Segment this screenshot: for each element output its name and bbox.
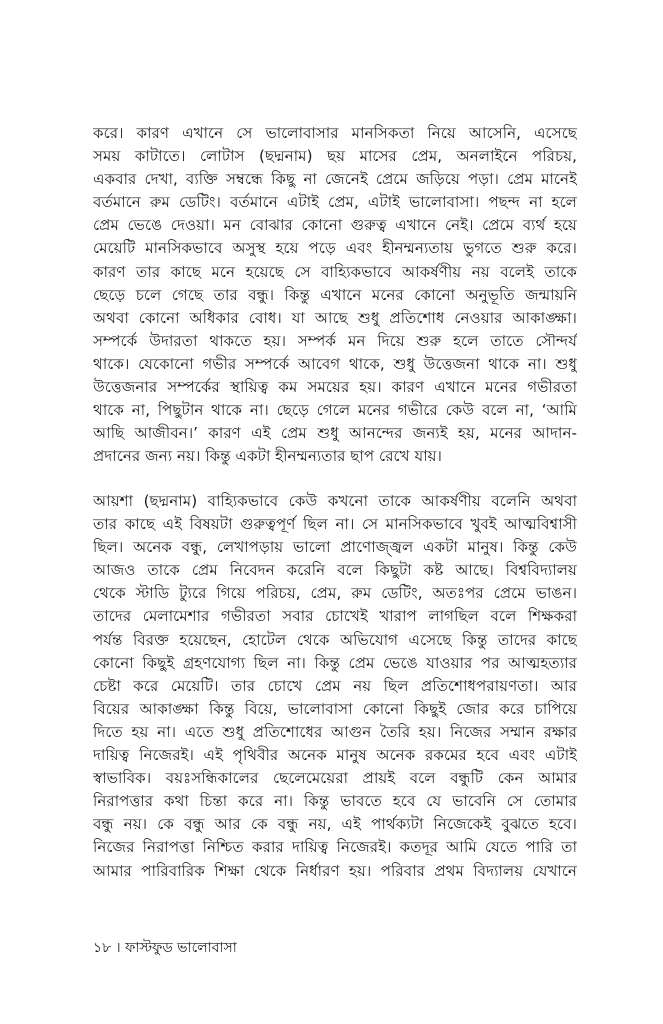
page-number: ১৮ — [93, 940, 112, 956]
text-line: স্বাভাবিক। বয়ঃসন্ধিকালের ছেলেমেয়েরা প্রায়ই বলে বন্ধুটি কেন আমার — [93, 769, 577, 788]
book-title: ফাস্টফুড ভালোবাসা — [125, 940, 237, 956]
text-line: বন্ধু নয়। কে বন্ধু আর কে বন্ধু নয়, এই পার্থক্যটা নিজেকেই বুঝতে হবে। — [93, 815, 577, 834]
text-line: অথবা কোনো অধিকার বোধ। যা আছে শুধু প্রতিশোধ নেওয়ার আকাঙ্ক্ষা। — [93, 308, 577, 327]
text-line: বিয়ের আকাঙ্ক্ষা কিন্তু বিয়ে, ভালোবাসা কোনো কিছুই জোর করে চাপিয়ে — [93, 699, 577, 718]
text-line: প্রেম ভেঙে দেওয়া। মন বোঝার কোনো গুরুত্ব এখানে নেই। প্রেমে ব্যর্থ হয়ে — [93, 216, 577, 235]
text-line: ছেড়ে চলে গেছে তার বন্ধু। কিন্তু এখানে মনের কোনো অনুভূতি জন্মায়নি — [93, 285, 577, 304]
page-footer — [93, 938, 237, 958]
text-line: মেয়েটি মানসিকভাবে অসুস্থ হয়ে পড়ে এবং হীনম্মন্যতায় ভুগতে শুরু করে। — [93, 239, 577, 258]
text-line: ছিল। অনেক বন্ধু, লেখাপড়ায় ভালো প্রাণোজ্জ্বল একটা মানুষ। কিন্তু কেউ — [93, 538, 577, 557]
text-line: করে। কারণ এখানে সে ভালোবাসার মানসিকতা নিয়ে আসেনি, এসেছে — [93, 124, 577, 142]
text-line: তার কাছে এই বিষয়টা গুরুত্বপূর্ণ ছিল না। সে মানসিকভাবে খুবই আত্মবিশ্বাসী — [93, 515, 577, 534]
text-line: সম্পর্কে উদারতা থাকতে হয়। সম্পর্ক মন দিয়ে শুরু হলে তাতে সৌন্দর্য — [93, 331, 577, 350]
text-line: সময় কাটাতে। লোটাস (ছদ্মনাম) ছয় মাসের প্রেম, অনলাইনে পরিচয়, — [93, 147, 577, 166]
text-line: আয়শা (ছদ্মনাম) বাহ্যিকভাবে কেউ কখনো তাকে আকর্ষণীয় বলেনি অথবা — [93, 492, 577, 510]
text-line: নিজের নিরাপত্তা নিশ্চিত করার দায়িত্ব নিজেরই। কতদূর আমি যেতে পারি তা — [93, 838, 577, 857]
text-line: থাকে না, পিছুটান থাকে না। ছেড়ে গেলে মনের গভীরে কেউ বলে না, ‘আমি — [93, 401, 577, 420]
text-line: কোনো কিছুই গ্রহণযোগ্য ছিল না। কিন্তু প্রেম ভেঙে যাওয়ার পর আত্মহত্যার — [93, 653, 577, 672]
text-line: উত্তেজনার সম্পর্কের স্থায়িত্ব কম সময়ের হয়। কারণ এখানে মনের গভীরতা — [93, 378, 577, 397]
text-line: দিতে হয় না। এতে শুধু প্রতিশোধের আগুন তৈরি হয়। নিজের সম্মান রক্ষার — [93, 722, 577, 741]
text-line: একবার দেখা, ব্যক্তি সম্বন্ধে কিছু না জেনেই প্রেমে জড়িয়ে পড়া। প্রেম মানেই — [93, 170, 577, 189]
footer-separator: । — [111, 940, 126, 956]
text-line: কারণ তার কাছে মনে হয়েছে সে বাহ্যিকভাবে আকর্ষণীয় নয় বলেই তাকে — [93, 262, 577, 281]
paragraph-1 — [93, 122, 577, 468]
text-line: থাকে। যেকোনো গভীর সম্পর্কে আবেগ থাকে, শুধু উত্তেজনা থাকে না। শুধু — [93, 354, 577, 373]
text-line: বর্তমানে রুম ডেটিং। বর্তমানে এটাই প্রেম, এটাই ভালোবাসা। পছন্দ না হলে — [93, 193, 577, 212]
text-line: আজও তাকে প্রেম নিবেদন করেনি বলে কিছুটা কষ্ট আছে। বিশ্ববিদ্যালয় — [93, 561, 577, 580]
text-line: তাদের মেলামেশার গভীরতা সবার চোখেই খারাপ লাগছিল বলে শিক্ষকরা — [93, 607, 577, 626]
text-line: থেকে স্টাডি ট্যুরে গিয়ে পরিচয়, প্রেম, রুম ডেটিং, অতঃপর প্রেমে ভাঙন। — [93, 584, 577, 603]
text-line: চেষ্টা করে মেয়েটি। তার চোখে প্রেম নয় ছিল প্রতিশোধপরায়ণতা। আর — [93, 676, 577, 695]
paragraph-2 — [93, 490, 577, 883]
text-line: পর্যন্ত বিরক্ত হয়েছেন, হোটেল থেকে অভিযোগ এসেছে কিন্তু তাদের কাছে — [93, 630, 577, 649]
text-line: নিরাপত্তার কথা চিন্তা করে না। কিন্তু ভাবতে হবে যে ভাবেনি সে তোমার — [93, 792, 577, 811]
text-line: আমার পারিবারিক শিক্ষা থেকে নির্ধারণ হয়। পরিবার প্রথম বিদ্যালয় যেখানে — [93, 861, 577, 880]
text-line: দায়িত্ব নিজেরই। এই পৃথিবীর অনেক মানুষ অনেক রকমের হবে এবং এটাই — [93, 746, 577, 765]
text-line: প্রদানের জন্য নয়। কিন্তু একটা হীনম্মন্যতার ছাপ রেখে যায়। — [93, 447, 442, 466]
text-line: আছি আজীবন।’ কারণ এই প্রেম শুধু আনন্দের জন্যই হয়, মনের আদান- — [93, 424, 577, 443]
